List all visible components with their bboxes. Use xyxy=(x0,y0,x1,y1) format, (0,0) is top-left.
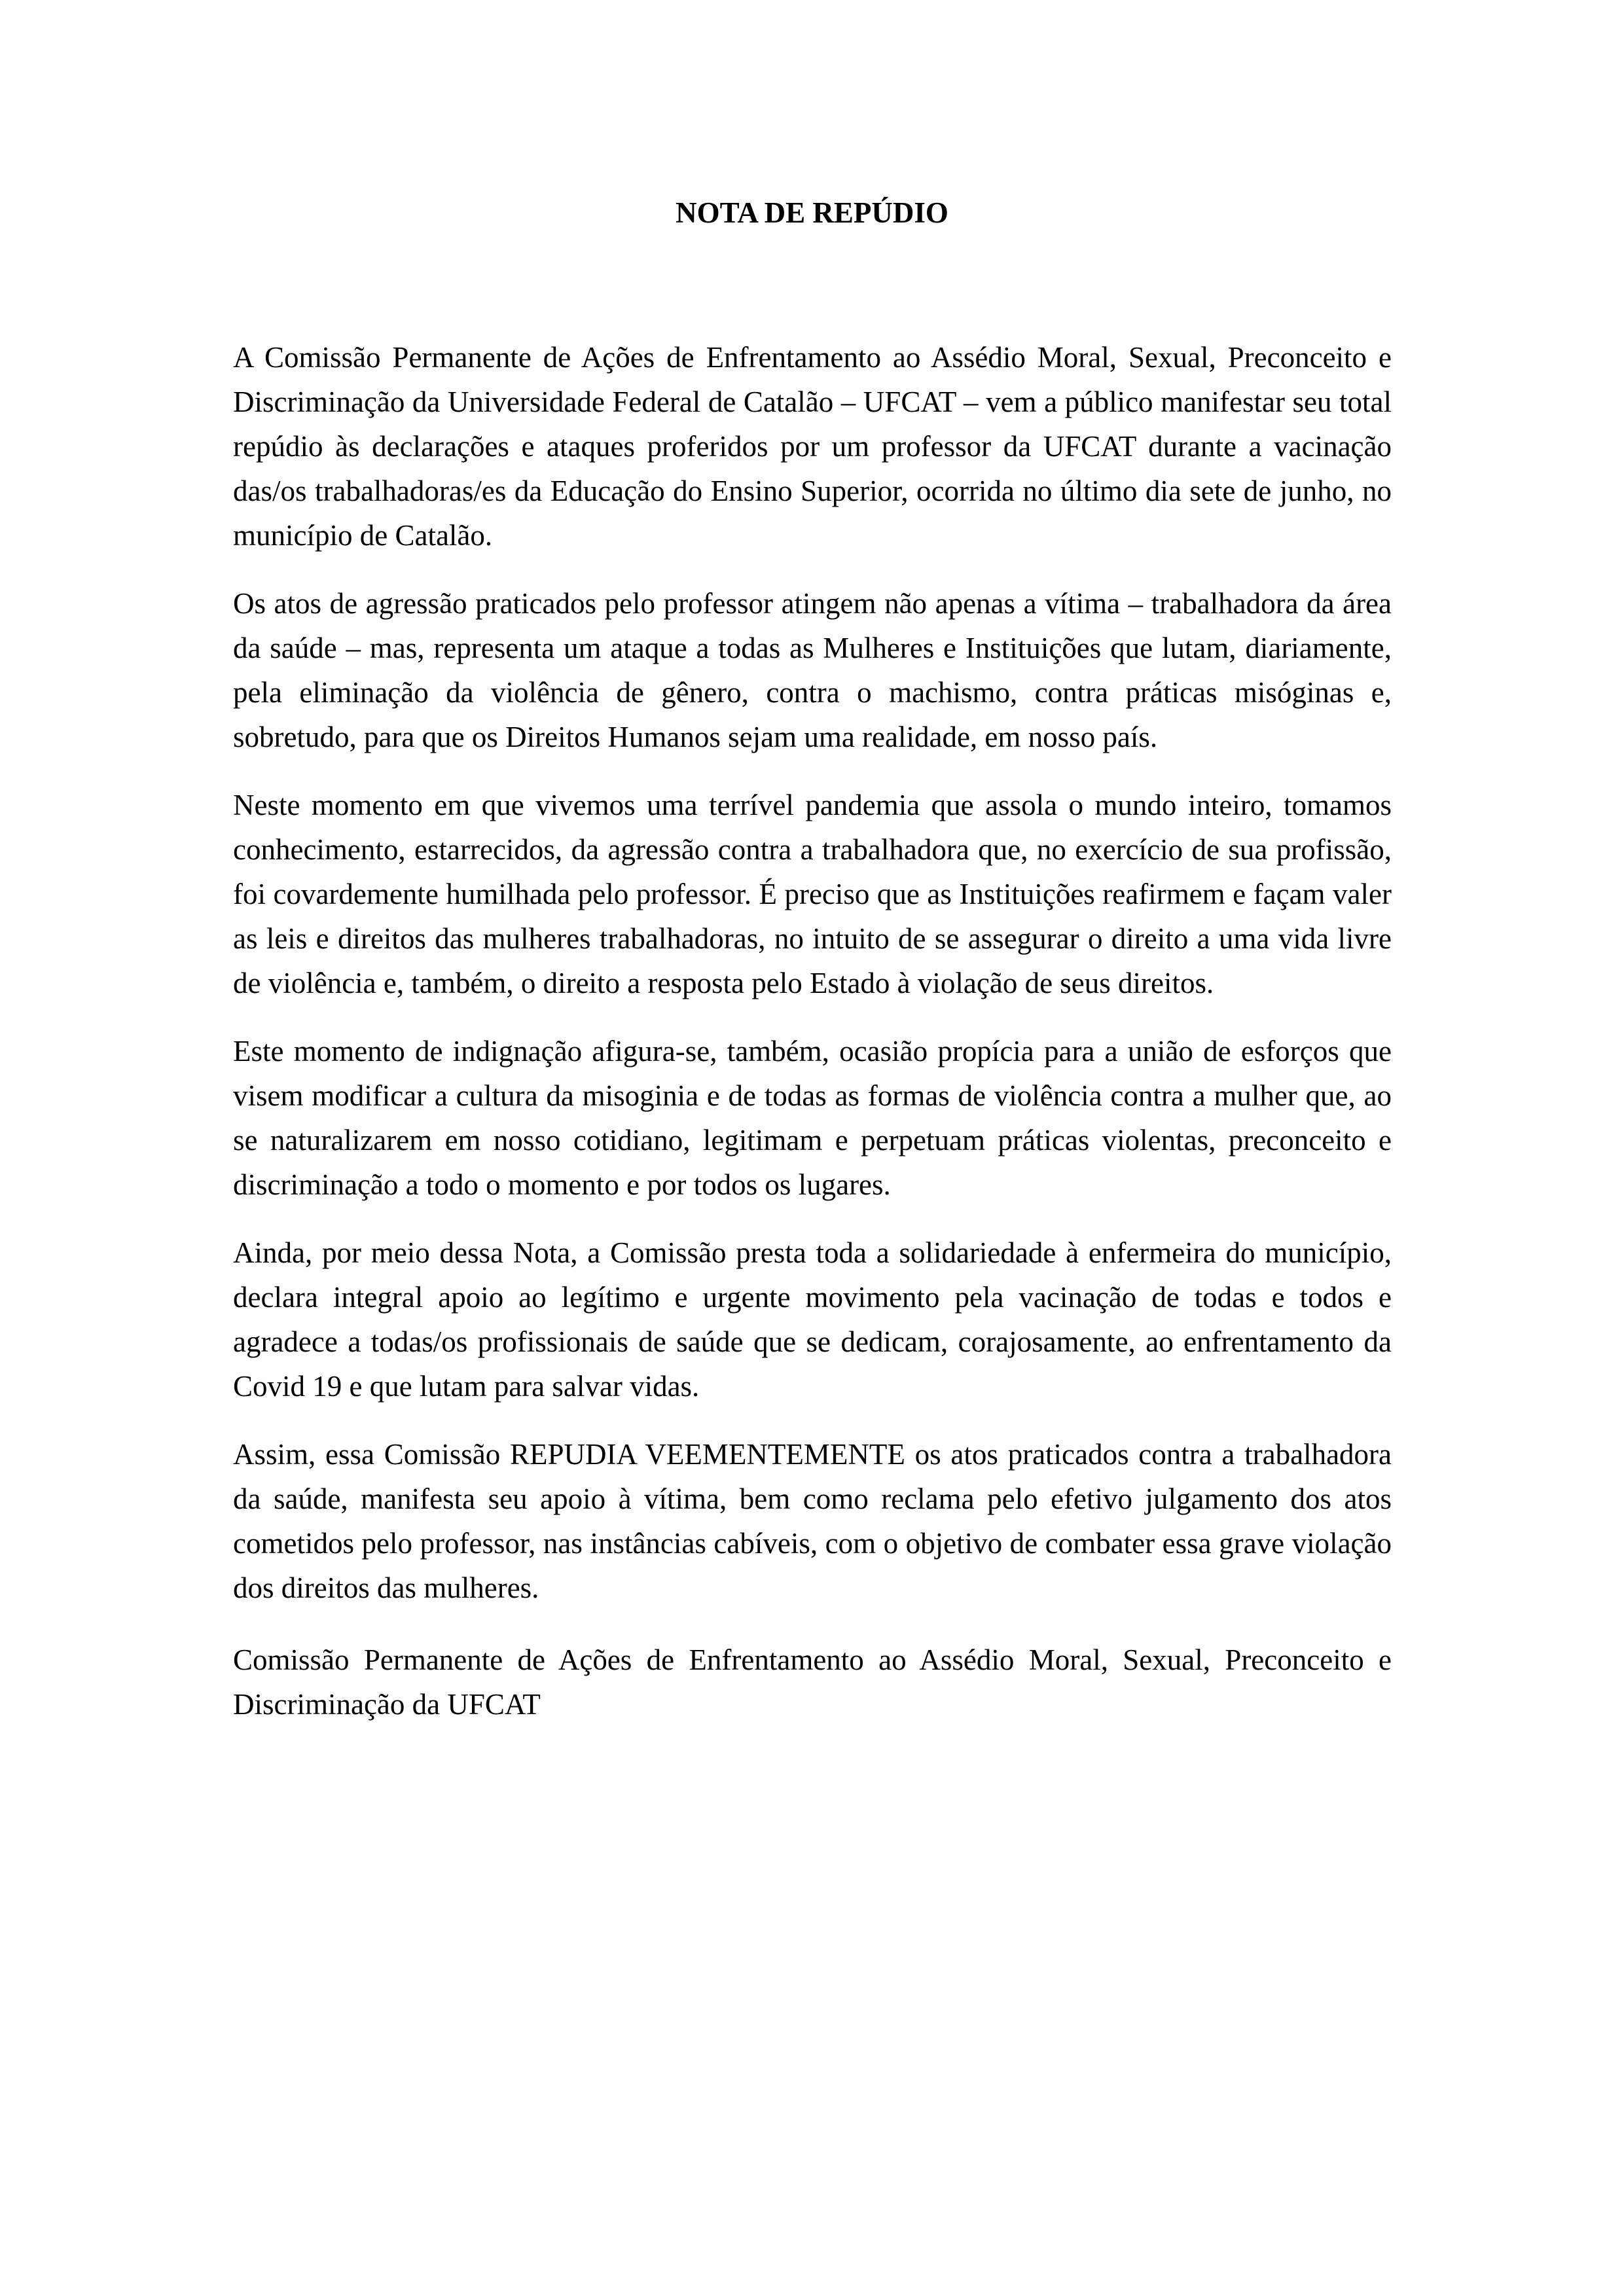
paragraph-indignation: Este momento de indignação afigura-se, também, ocasião propícia para a união de esforços que visem modificar a cultura da misoginia e de todas as formas de violência contra a mulher que, ao se naturalizarem em nosso cotidiano, legitimam e perpetuam práticas violentas, preconceito e discriminação a todo o momento e por todos os lugares. xyxy=(233,1035,1392,1201)
paragraph-aggression: Os atos de agressão praticados pelo professor atingem não apenas a vítima – trabalhadora da área da saúde – mas, representa um ataque a todas as Mulheres e Instituições que lutam, diariamente, pela eliminação da violência de gênero, contra o machismo, contra práticas misóginas e, sobretudo, para que os Direitos Humanos sejam uma realidade, em nosso país. xyxy=(233,587,1392,753)
document-title: NOTA DE REPÚDIO xyxy=(676,196,948,229)
document-body xyxy=(233,335,1392,1750)
paragraph-solidarity: Ainda, por meio dessa Nota, a Comissão presta toda a solidariedade à enfermeira do município, declara integral apoio ao legítimo e urgente movimento pela vacinação de todas e todos e agradece a todas/os profissionais de saúde que se dedicam, corajosamente, ao enfrentamento da Covid 19 e que lutam para salvar vidas. xyxy=(233,1236,1392,1403)
paragraph-repudiation: Assim, essa Comissão REPUDIA VEEMENTEMENTE os atos praticados contra a trabalhadora da saúde, manifesta seu apoio à vítima, bem como reclama pelo efetivo julgamento dos atos cometidos pelo professor, nas instâncias cabíveis, com o objetivo de combater essa grave violação dos direitos das mulheres. xyxy=(233,1438,1392,1604)
signature: Comissão Permanente de Ações de Enfrentamento ao Assédio Moral, Sexual, Preconceito e Discriminação da UFCAT xyxy=(233,1643,1392,1721)
paragraph-pandemic: Neste momento em que vivemos uma terrível pandemia que assola o mundo inteiro, tomamos conhecimento, estarrecidos, da agressão contra a trabalhadora que, no exercício de sua profissão, foi covardemente humilhada pelo professor. É preciso que as Instituições reafirmem e façam valer as leis e direitos das mulheres trabalhadoras, no intuito de se assegurar o direito a uma vida livre de violência e, também, o direito a resposta pelo Estado à violação de seus direitos. xyxy=(233,789,1392,999)
paragraph-intro: A Comissão Permanente de Ações de Enfrentamento ao Assédio Moral, Sexual, Preconceito e Discriminação da Universidade Federal de Catalão – UFCAT – vem a público manifestar seu total repúdio às declarações e ataques proferidos por um professor da UFCAT durante a vacinação das/os trabalhadoras/es da Educação do Ensino Superior, ocorrida no último dia sete de junho, no município de Catalão. xyxy=(233,341,1392,552)
